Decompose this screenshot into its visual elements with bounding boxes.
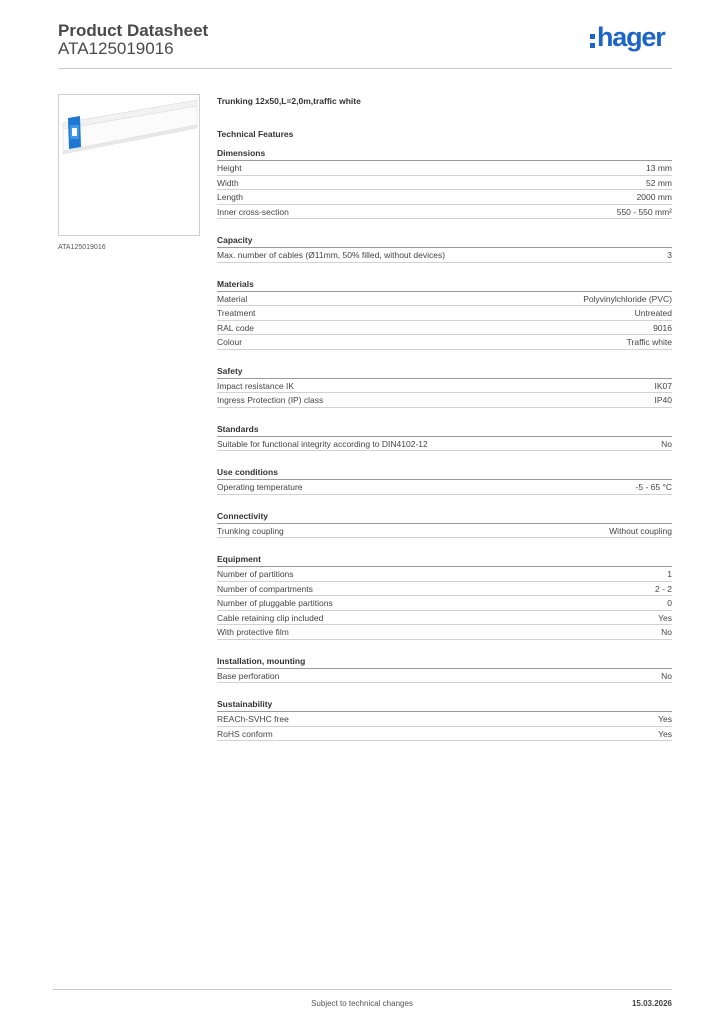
spec-label: Number of pluggable partitions xyxy=(217,598,333,608)
spec-row xyxy=(217,727,672,742)
spec-label: Treatment xyxy=(217,308,256,318)
spec-section xyxy=(217,277,672,360)
spec-row xyxy=(217,480,672,495)
spec-value: No xyxy=(661,670,672,681)
section-heading: Equipment xyxy=(217,552,672,567)
spec-row xyxy=(217,393,672,408)
spec-row xyxy=(217,335,672,350)
section-heading: Materials xyxy=(217,277,672,292)
spec-row xyxy=(217,611,672,626)
spec-value: Untreated xyxy=(634,308,672,318)
spec-label: Operating temperature xyxy=(217,482,303,492)
spec-row xyxy=(217,712,672,727)
spec-value: Without coupling xyxy=(609,525,672,536)
spec-section xyxy=(217,654,672,694)
page-title: Product Datasheet xyxy=(58,21,209,40)
spec-section xyxy=(217,509,672,549)
spec-value: -5 - 65 °C xyxy=(635,482,672,492)
spec-label: RoHS conform xyxy=(217,728,273,739)
spec-label: With protective film xyxy=(217,627,289,637)
spec-section xyxy=(217,233,672,273)
spec-label: Max. number of cables (Ø11mm, 50% filled, without devices) xyxy=(217,250,446,260)
logo-text: hager xyxy=(597,22,665,52)
spec-row xyxy=(217,625,672,640)
spec-label: Base perforation xyxy=(217,670,280,681)
spec-value: 3 xyxy=(667,250,672,260)
section-heading: Connectivity xyxy=(217,509,672,524)
spec-value: No xyxy=(661,627,672,637)
spec-row xyxy=(217,567,672,582)
header-divider xyxy=(58,68,672,69)
spec-label: REACh-SVHC free xyxy=(217,714,289,724)
spec-value: 550 - 550 mm² xyxy=(616,206,672,217)
product-code: ATA125019016 xyxy=(58,39,174,58)
spec-value: Yes xyxy=(658,612,672,623)
spec-sections xyxy=(217,146,672,751)
spec-value: 0 xyxy=(667,598,672,608)
spec-label: RAL code xyxy=(217,322,255,333)
product-image xyxy=(58,94,200,236)
spec-label: Trunking coupling xyxy=(217,525,284,536)
footer-date: 15.03.2026 xyxy=(631,999,672,1008)
coupling-clip-icon xyxy=(68,116,81,149)
footer-note: Subject to technical changes xyxy=(311,999,413,1008)
spec-row xyxy=(217,582,672,597)
spec-row xyxy=(217,321,672,336)
product-title: Trunking 12x50,L=2,0m,traffic white xyxy=(217,96,361,106)
spec-label: Material xyxy=(217,293,248,304)
spec-section xyxy=(217,146,672,229)
spec-label: Ingress Protection (IP) class xyxy=(217,395,324,405)
spec-label: Impact resistance IK xyxy=(217,380,295,391)
spec-label: Length xyxy=(217,192,243,202)
spec-section xyxy=(217,697,672,751)
spec-row xyxy=(217,306,672,321)
spec-label: Inner cross-section xyxy=(217,206,289,217)
section-heading: Standards xyxy=(217,422,672,437)
logo-dots-icon xyxy=(590,34,596,52)
spec-value: IK07 xyxy=(654,380,672,391)
spec-label: Cable retaining clip included xyxy=(217,612,324,623)
spec-label: Width xyxy=(217,177,239,188)
spec-value: Polyvinylchloride (PVC) xyxy=(583,293,672,304)
spec-value: Yes xyxy=(658,728,672,739)
spec-label: Number of compartments xyxy=(217,583,313,594)
spec-label: Height xyxy=(217,163,242,173)
spec-row xyxy=(217,248,672,263)
spec-section xyxy=(217,552,672,650)
trunking-illustration xyxy=(59,95,199,235)
spec-value: Yes xyxy=(658,714,672,724)
section-heading: Safety xyxy=(217,364,672,379)
spec-section xyxy=(217,422,672,462)
section-heading: Dimensions xyxy=(217,146,672,161)
spec-label: Suitable for functional integrity according to DIN4102-12 xyxy=(217,438,428,449)
spec-value: IP40 xyxy=(654,395,672,405)
section-heading: Capacity xyxy=(217,233,672,248)
spec-section xyxy=(217,465,672,505)
spec-label: Colour xyxy=(217,337,243,347)
spec-row xyxy=(217,190,672,205)
spec-section xyxy=(217,364,672,418)
features-heading: Technical Features xyxy=(217,129,294,139)
spec-value: 2000 mm xyxy=(636,192,672,202)
spec-row xyxy=(217,176,672,191)
footer-divider xyxy=(53,989,672,990)
spec-value: 13 mm xyxy=(646,163,672,173)
spec-label: Number of partitions xyxy=(217,569,294,579)
image-caption: ATA125019016 xyxy=(58,244,106,251)
spec-row xyxy=(217,161,672,176)
spec-value: 1 xyxy=(667,569,672,579)
section-heading: Sustainability xyxy=(217,697,672,712)
spec-row xyxy=(217,524,672,539)
spec-row xyxy=(217,437,672,452)
section-heading: Installation, mounting xyxy=(217,654,672,669)
spec-value: 9016 xyxy=(653,322,672,333)
spec-row xyxy=(217,205,672,220)
spec-row xyxy=(217,292,672,307)
spec-value: 2 - 2 xyxy=(654,583,672,594)
spec-row xyxy=(217,596,672,611)
spec-value: 52 mm xyxy=(646,177,672,188)
spec-content xyxy=(217,96,672,751)
section-heading: Use conditions xyxy=(217,465,672,480)
spec-row xyxy=(217,669,672,684)
spec-value: Traffic white xyxy=(626,337,672,347)
spec-value: No xyxy=(661,438,672,449)
spec-row xyxy=(217,379,672,394)
